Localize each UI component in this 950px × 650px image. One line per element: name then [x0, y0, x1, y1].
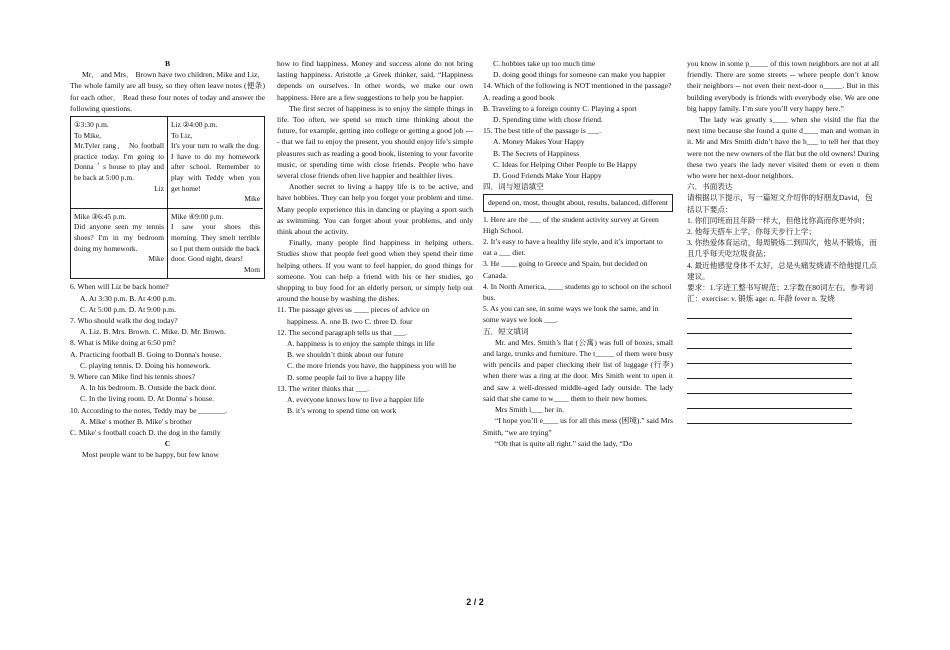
note-text: Mike ④9:00 p.m. I saw your shoes this morning. They smelt terrible so I put them outside the back door. Good night, dears! — [171, 211, 260, 264]
section-b-heading: B — [164, 59, 171, 68]
answer-line[interactable] — [687, 304, 852, 319]
question-option: C. hobbies take up too much time — [493, 59, 596, 68]
writing-requirements: 要求：1.字迹工整书写规范；2.字数在80词左右。参考词汇：exercise: v. 锻炼 age: n. 年龄 fever n. 发烧 — [687, 283, 874, 304]
note-3 — [71, 209, 167, 279]
question-option: B. we shouldn’t think about our future — [287, 350, 404, 360]
question-option: A. everyone knows how to live a happier life — [287, 395, 424, 405]
question-option: C. playing tennis. D. Doing his homework. — [80, 360, 211, 370]
note-text: Mike ③6:45 p.m. Did anyone seen my tennis shoes? I'm in my bedroom doing my homework. — [74, 211, 164, 253]
question-line: 10. According to the notes, Teddy may be _______. — [70, 405, 227, 415]
question-option: C. Ideas for Helping Other People to Be Happy — [493, 159, 638, 169]
questions-6-10 — [70, 281, 265, 438]
question-option: C. the more friends you have, the happiness you will be — [287, 361, 457, 371]
column-1 — [70, 58, 265, 461]
question-option: A. At 3:30 p.m. B. At 4:00 p.m. — [80, 293, 176, 303]
section-5-heading: 五．短文填词 — [483, 326, 529, 336]
question-option: D. some people fail to live a happy life — [287, 372, 406, 382]
question-option: B. The Secrets of Happiness — [493, 148, 580, 158]
cloze-paragraph: “I hope you’ll e____ us for all this mess (困境).” said Mrs Smith, “we are trying” — [483, 416, 673, 437]
answer-line[interactable] — [687, 379, 852, 394]
question-line: 14. Which of the following is NOT mentioned in the passage? A. reading a good book — [483, 81, 672, 102]
question-option: A. Money Makes Your Happy — [493, 137, 585, 147]
question-line: 7. Who should walk the dog today? — [70, 315, 178, 325]
section-4-heading: 四．词与短语填空 — [483, 182, 544, 192]
writing-point: 1. 你们同班而且年龄一样大，但他比你高而你更外向； — [687, 215, 870, 225]
fill-question: 3. He ____ going to Greece and Spain, but decided on Canada. — [483, 259, 648, 280]
answer-line[interactable] — [687, 349, 852, 364]
passage-paragraph: how to find happiness. Money and success alone do not bring lasting happiness. Aristotle ,a Greek thinker, said, “Happiness depends on ourselves. In other words, we make our own happiness. Here are a few suggestions to help you be happier. — [277, 59, 473, 102]
question-option: D. Good Friends Make Your Happy — [493, 171, 602, 181]
question-option: C. Mike' s football coach D. the dog in the family — [70, 427, 221, 437]
passage-paragraph: Another secret to living a happy life is to be active, and have hobbies. They can help you forget your problem and time. Many people experience this in dancing or playing a sport such as swimming. You can forget about your problems, and only think about the activity. — [277, 182, 473, 237]
question-line: 9. Where can Mike find his tennis shoes? — [70, 371, 196, 381]
note-text: ①3:30 p.m. To Mike, Mr.Tyler rang． No football practice today. I'm going to Donna＇s house to play and be back at 5:00 p.m. — [74, 120, 164, 182]
note-signature: Mike — [148, 254, 164, 264]
section-c-start: Most people want to be happy, but few know — [82, 450, 219, 460]
note-signature: Mike — [244, 194, 260, 204]
section-c-heading: C — [164, 439, 171, 449]
question-line: 6. When will Liz be back home? — [70, 282, 169, 292]
note-text: Liz ②4:00 p.m. To Liz, It's your turn to walk the dog. I have to do my homework after school. Remember to play with Teddy when you get home! — [171, 120, 260, 193]
question-option: D. Spending time with chose friend. — [493, 115, 603, 125]
passage-paragraph: Finally, many people find happiness in helping others. Studies show that people feel good when they spend their time helping others. If you want to feel happier, do good things for someone. You can help a friend with his or her studies, go shopping to buy food for an elderly person, or simply help out around the house by washing the dishes. — [277, 238, 473, 304]
note-2 — [167, 117, 263, 209]
fill-question: 4. In North America, ____ students go to school on the school bus. — [483, 281, 672, 303]
question-line: 13. The writer thinks that ___. — [277, 383, 370, 393]
page-number: 2 / 2 — [466, 597, 484, 607]
question-line: 12. The second paragraph tells us that ___. — [277, 327, 407, 337]
answer-lines — [687, 304, 879, 424]
section-6-heading: 六．书面表达 — [687, 182, 733, 192]
cloze-paragraph: The lady was greatly s____ when she visitd the flat the next time because she found a quite d____ man and woman in it. Mr and Mrs Smith didn’t have the h___ to tell her that they were not the new owners of the flat but the old owners! During these two years the lady never visited them or even n them who were her next-door neighbors. — [687, 115, 879, 181]
question-option: A. happiness is to enjoy the sample things in life — [287, 339, 435, 349]
column-3 — [483, 58, 673, 449]
note-4 — [167, 209, 263, 279]
passage-paragraph: The first secret of happiness is to enjoy the simple things in life. Too often, we spend so much time thinking about the future, for example, getting into college or getting a good job ---- that we fail to enjoy the present, you should enjoy life’s simple pleasures such as reading a good book, listening to your favorite music, or spending time with close friends. People who have several close friends often live happier and healthier lives. — [277, 103, 473, 181]
column-4 — [687, 58, 879, 424]
section-b-intro: Mr． and Mrs． Brown have two children, Mike and Liz． The whole family are all busy, so they often leave notes (便条) for each other． Read these four notes of today and answer the following questions. — [70, 70, 265, 113]
question-option: D. doing good things for someone can make you happier — [493, 70, 666, 80]
note-1 — [71, 117, 167, 209]
answer-line[interactable] — [687, 319, 852, 334]
question-option: B. it’s wrong to spend time on work — [287, 406, 397, 416]
question-option: B. Traveling to a foreign county C. Playing a sport — [483, 103, 637, 113]
question-line: 8. What is Mike doing at 6:50 pm? — [70, 338, 176, 348]
column-2 — [277, 58, 473, 417]
question-option: happiness. A. one B. two C. three D. four — [287, 316, 413, 326]
writing-prompt: 请根据以下提示，写一篇短文介绍你的好朋友David，包括以下要点： — [687, 193, 873, 214]
question-line: 15. The best title of the passage is ___. — [483, 126, 601, 136]
fill-question: 5. As you can see, in some ways we look the same, and in some ways we look ___. — [483, 304, 659, 325]
writing-point: 3. 你热爱体育运动，每周锻炼二到四次，他从不锻炼，而且几乎每天吃垃圾食品； — [687, 238, 877, 259]
question-option: A. In his bedroom. B. Outside the back door. — [80, 383, 217, 393]
cloze-paragraph: you know in some p_____ of this town neighbors are not at all friendly. There are some streets -- where people don’t know their neighbors -- not even their next-door o_____. But in this building everybody is friends with everybody else. We are one big happy family. I’m sure you’ll very happy here.” — [687, 59, 879, 113]
writing-point: 4. 最近他感觉身体不太好，总是头痛发烧请不给他提几点建议。 — [687, 260, 877, 281]
question-option: A. Practicing football B. Going to Donna's house. — [70, 349, 222, 359]
cloze-paragraph: Mrs Smith i___ her in. — [495, 405, 564, 415]
fill-question: 1. Here are the ___ of the student activity survey at Green High School. — [483, 214, 659, 235]
note-signature: Liz — [154, 183, 164, 193]
notes-table — [70, 116, 265, 279]
cloze-paragraph: “Oh that is quite all right.” said the lady, “Do — [495, 438, 633, 448]
fill-question: 2. It’s easy to have a healthy life style, and it’s important to eat a ___ diet. — [483, 237, 663, 258]
answer-line[interactable] — [687, 409, 852, 424]
question-option: C. In the living room. D. At Donna' s house. — [80, 394, 215, 404]
question-line: 11. The passage gives us ____ pieces of advice on — [277, 305, 430, 315]
word-box: depend on, most, thought about, results, balanced, different — [483, 194, 673, 211]
cloze-paragraph: Mr. and Mrs. Smith’s flat (公寓) was full of boxes, small and large, trunks and furniture. The t_____ of them were busy with pencils and paper checking their list of luggage (行李) when there was a ring at the door. Mrs Smith went to open it and saw a well-dressed middle-aged lady outside. The lady said that she came to w____ them to their new homes. — [483, 337, 673, 403]
question-option: C. At 5:00 p.m. D. At 9:00 p.m. — [80, 304, 176, 314]
note-signature: Mom — [243, 264, 260, 274]
answer-line[interactable] — [687, 334, 852, 349]
writing-point: 2. 他每天搭车上学，你每天步行上学； — [687, 227, 817, 237]
question-option: A. Mike' s mother B. Mike' s brother — [80, 416, 192, 426]
answer-line[interactable] — [687, 364, 852, 379]
question-option: A. Liz. B. Mrs. Brown. C. Mike. D. Mr. Brown. — [80, 327, 226, 337]
answer-line[interactable] — [687, 394, 852, 409]
